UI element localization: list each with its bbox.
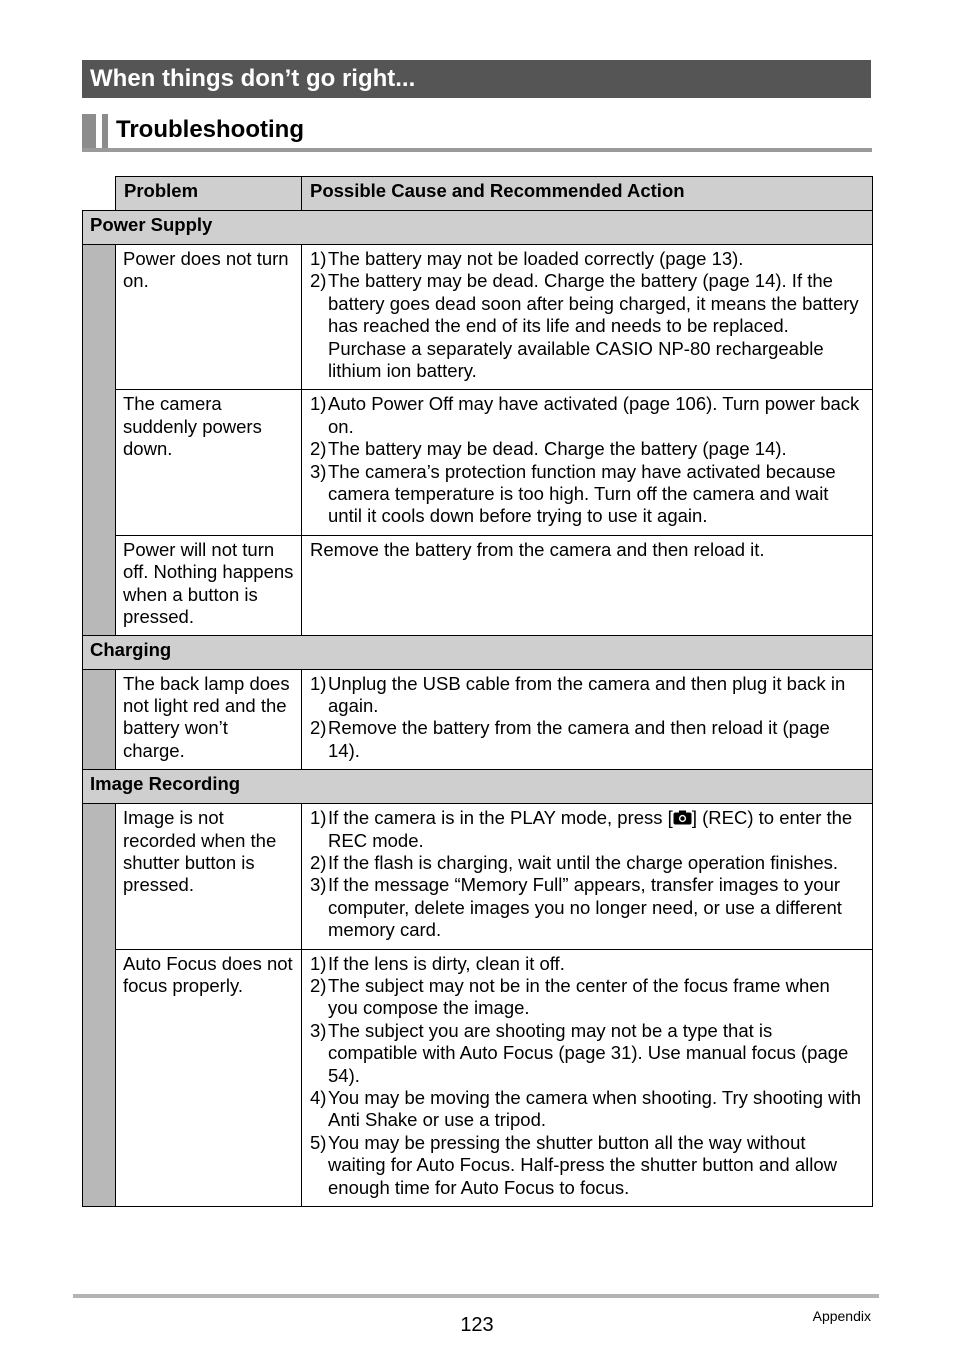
subsection-header xyxy=(82,114,872,152)
footer-divider xyxy=(73,1294,879,1298)
problem-cell: Image is not recorded when the shutter button is pressed. xyxy=(116,804,302,949)
table-row xyxy=(83,535,873,635)
cause-text-segment: The battery may not be loaded correctly (page 13). xyxy=(328,248,744,269)
category-gutter xyxy=(83,245,116,636)
table-row xyxy=(83,245,873,390)
cause-text xyxy=(328,248,864,270)
cause-cell xyxy=(302,949,873,1206)
table-row xyxy=(83,804,873,949)
category-gutter xyxy=(83,804,116,1207)
cause-text-segment: Auto Power Off may have activated (page 106). Turn power back on. xyxy=(328,393,860,437)
table-header-row xyxy=(83,177,873,211)
cause-number: 1) xyxy=(310,393,327,415)
cause-number: 1) xyxy=(310,807,327,829)
cause-number: 3) xyxy=(310,1019,327,1041)
cause-number: 2) xyxy=(310,851,327,873)
cause-item xyxy=(310,248,864,270)
cause-number: 2) xyxy=(310,438,327,460)
subsection-title: Troubleshooting xyxy=(116,116,304,143)
cause-number: 5) xyxy=(310,1131,327,1153)
column-header-cause: Possible Cause and Recommended Action xyxy=(302,177,873,211)
category-row xyxy=(83,770,873,804)
cause-item xyxy=(310,393,864,438)
cause-text xyxy=(328,461,864,528)
cause-text-segment: If the camera is in the PLAY mode, press [ xyxy=(328,807,673,829)
problem-cell: Power does not turn on. xyxy=(116,245,302,390)
cause-text xyxy=(328,717,864,762)
table-row xyxy=(83,390,873,535)
cause-text-segment: If the lens is dirty, clean it off. xyxy=(328,952,565,974)
cause-text xyxy=(328,975,864,1020)
cause-text-segment: You may be pressing the shutter button all the way without waiting for Auto Focus. Half-press the shutter button and allow enough time for Auto Focus to focus. xyxy=(328,1131,838,1198)
cause-text xyxy=(328,852,864,874)
cause-number: 2) xyxy=(310,270,327,292)
cause-item xyxy=(310,1132,864,1199)
category-row xyxy=(83,635,873,669)
cause-number: 4) xyxy=(310,1087,327,1108)
cause-text-segment: The subject you are shooting may not be a type that is compatible with Auto Focus (page 31). Use manual focus (page 54). xyxy=(328,1019,849,1086)
cause-item xyxy=(310,461,864,528)
cause-cell xyxy=(302,245,873,390)
cause-text xyxy=(328,874,864,941)
category-label: Image Recording xyxy=(83,770,873,804)
cause-text xyxy=(328,953,864,975)
cause-text xyxy=(328,393,864,438)
cause-text-segment: You may be moving the camera when shooting. Try shooting with Anti Shake or use a tripod. xyxy=(328,1087,862,1131)
cause-number: 2) xyxy=(310,717,327,739)
cause-number: 3) xyxy=(310,460,327,482)
cause-text-segment: The subject may not be in the center of the focus frame when you compose the image. xyxy=(328,974,830,1019)
cause-cell xyxy=(302,804,873,949)
problem-cell: Power will not turn off. Nothing happens when a button is pressed. xyxy=(116,535,302,635)
table-row xyxy=(83,669,873,770)
cause-cell xyxy=(302,669,873,770)
cause-item xyxy=(310,717,864,762)
footer-section-label: Appendix xyxy=(812,1308,871,1324)
cause-text-segment: The battery may be dead. Charge the battery (page 14). xyxy=(328,438,787,460)
cause-item xyxy=(310,673,864,718)
cause-text xyxy=(328,270,864,382)
cause-number: 1) xyxy=(310,248,327,269)
camera-icon xyxy=(673,807,692,828)
problem-cell: The camera suddenly powers down. xyxy=(116,390,302,535)
troubleshooting-table xyxy=(82,176,873,1207)
table-row xyxy=(83,949,873,1206)
cause-item xyxy=(310,270,864,382)
cause-text xyxy=(328,1087,864,1132)
cause-text: Remove the battery from the camera and then reload it. xyxy=(310,538,765,560)
cause-item xyxy=(310,874,864,941)
category-label: Charging xyxy=(83,635,873,669)
cause-cell xyxy=(302,390,873,535)
cause-number: 1) xyxy=(310,672,327,694)
cause-number: 2) xyxy=(310,974,327,996)
cause-text-segment: If the flash is charging, wait until the charge operation finishes. xyxy=(328,851,839,873)
cause-text xyxy=(328,807,864,852)
cause-item xyxy=(310,438,864,460)
cause-item xyxy=(310,852,864,874)
cause-text-segment: The camera’s protection function may have activated because camera temperature is too high. Turn off the camera and wait until it cools down before trying to use it again. xyxy=(328,460,836,527)
column-header-problem: Problem xyxy=(116,177,302,211)
heading-bar-decoration xyxy=(102,114,108,148)
page-number: 123 xyxy=(460,1314,494,1336)
cause-number: 3) xyxy=(310,874,327,896)
table-body xyxy=(83,211,873,1207)
heading-bar-decoration xyxy=(82,114,96,148)
header-spacer xyxy=(83,177,116,211)
cause-text-segment: Unplug the USB cable from the camera and then plug it back in again. xyxy=(328,672,846,716)
cause-item xyxy=(310,1020,864,1087)
category-row xyxy=(83,211,873,245)
cause-text xyxy=(328,1020,864,1087)
problem-cell: The back lamp does not light red and the battery won’t charge. xyxy=(116,669,302,770)
category-gutter xyxy=(83,669,116,770)
cause-number: 1) xyxy=(310,952,327,974)
cause-item xyxy=(310,807,864,852)
cause-text xyxy=(328,1132,864,1199)
cause-text-segment: Remove the battery from the camera and then reload it (page 14). xyxy=(328,717,830,761)
section-title: When things don’t go right... xyxy=(82,60,871,98)
cause-item xyxy=(310,953,864,975)
cause-text-segment: The battery may be dead. Charge the battery (page 14). If the battery goes dead soon after being charged, it means the battery has reached the end of its life and needs to be replaced. Purchase a separately available CASIO NP-80 rechargeable lithium ion battery. xyxy=(328,270,859,382)
cause-item xyxy=(310,975,864,1020)
cause-text xyxy=(328,438,864,460)
cause-item xyxy=(310,1087,864,1132)
cause-text xyxy=(328,673,864,718)
problem-cell: Auto Focus does not focus properly. xyxy=(116,949,302,1206)
category-label: Power Supply xyxy=(83,211,873,245)
cause-text-segment: If the message “Memory Full” appears, transfer images to your computer, delete images you no longer need, or use a different memory card. xyxy=(328,874,842,941)
cause-cell xyxy=(302,535,873,635)
cause-text-segment: ] (REC) to enter the REC mode. xyxy=(328,807,853,851)
